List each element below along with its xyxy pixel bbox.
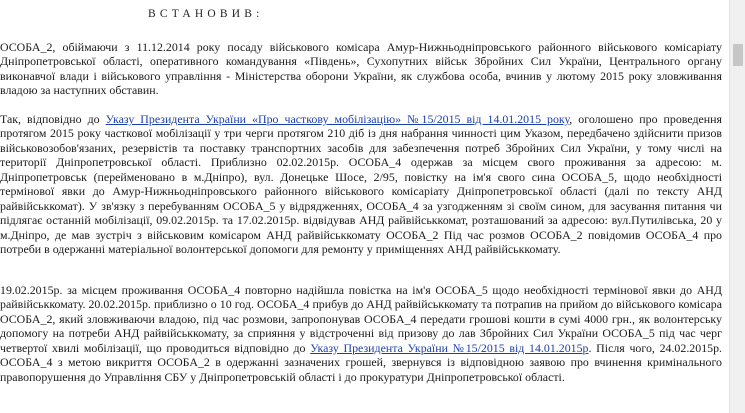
decree-link-2[interactable]: Указу Президента України №15/2015 від 14.01.2015р [310,340,589,355]
paragraph-2-pre: Так, відповідно до [0,112,106,126]
paragraph-3-post: . Після чого, 24.02.2015р. ОСОБА_4 з метою викриття ОСОБА_2 в одержанні зазначених грошей, звернувся із відповідною заявою про вчинення кримінального правопорушення до Управління СБУ у Дніпропетровській області і до прокуратури Дніпропетровської області. [0,340,722,384]
paragraph-3 [0,283,722,384]
vertical-scrollbar[interactable] [729,0,745,413]
paragraph-2-post: , оголошено про проведення протягом 2015 року часткової мобілізації у три черги протягом 210 діб із дня набрання чинності цим Указом, передбачено здійснити призов військовозобов'язаних, резервістів та поставку транспортних засобів для забезпечення потреб Збройних Сил України, у тому числі на території Дніпропетровської області. Приблизно 02.02.2015р. ОСОБА_4 одержав за місцем свого проживання за адресою: м. Дніпропетровськ (перейменовано в м.Дніпро), вул. Донецьке Шосе, 2/95, повістку на ім'я свого сина ОСОБА_5, щодо необхідності термінової явки до Амур-Нижньодніпровського районного військового комісаріату Дніпропетровської області (далі по тексту АНД райвійськкомат). У зв'язку з перебуванням ОСОБА_5 у відрядженнях, ОСОБА_4 за узгодженням зі своїм сином, для засування питання чи підлягає останній мобілізації, 09.02.2015р. та 17.02.2015р. відвідував АНД райвійськкомат, розташований за адресою: вул.Путилівська, 20 у м.Дніпро, де мав зустріч з військовим комісаром АНД райвійськкомату ОСОБА_2 Під час розмов ОСОБА_2 повідомив ОСОБА_4 про потреби в одержанні матеріальної волонтерської допомоги для ремонту у приміщеннях АНД райвійськкомату. [0,112,722,257]
decree-link-1[interactable]: Указу Президента України «Про часткову мобілізацію» №15/2015 від 14.01.2015 року [105,112,570,126]
scrollbar-thumb[interactable] [733,44,743,66]
paragraph-3-pre: 19.02.2015р. за місцем проживання ОСОБА_4 повторно надійшла повістка на ім'я ОСОБА_5 щодо необхідності термінової явки до АНД райвійськкомату. 20.02.2015р. приблизно о 10 год. ОСОБА_4 прибув до АНД райвійськкомату та потрапив на прийом до військового комісара ОСОБА_2, який зловживаючи владою, під час розмови, запропонував ОСОБА_4 передати грошові кошти в сумі 4000 грн., як волонтерську допомогу на потреби АНД райвійськкомату, за сприяння у відстроченні від призову до лав Збройних Сил України ОСОБА_5 під час черг четвертої хвилі мобілізації, що проводиться відповідно до [0,283,722,355]
paragraph-2 [0,112,722,257]
section-heading: ВСТАНОВИВ: [148,8,264,20]
paragraph-1: ОСОБА_2, обіймаючи з 11.12.2014 року посаду військового комісара Амур-Нижньодніпровського районного військового комісаріату Дніпропетровської області, оперативного командування «Південь», Сухопутних військ Збройних Сил України, Центрального органу виконавчої влади і військового управління - Міністерства оборони України, як службова особа, вчинив у лютому 2015 року зловживання владою за наступних обставин. [0,40,722,98]
